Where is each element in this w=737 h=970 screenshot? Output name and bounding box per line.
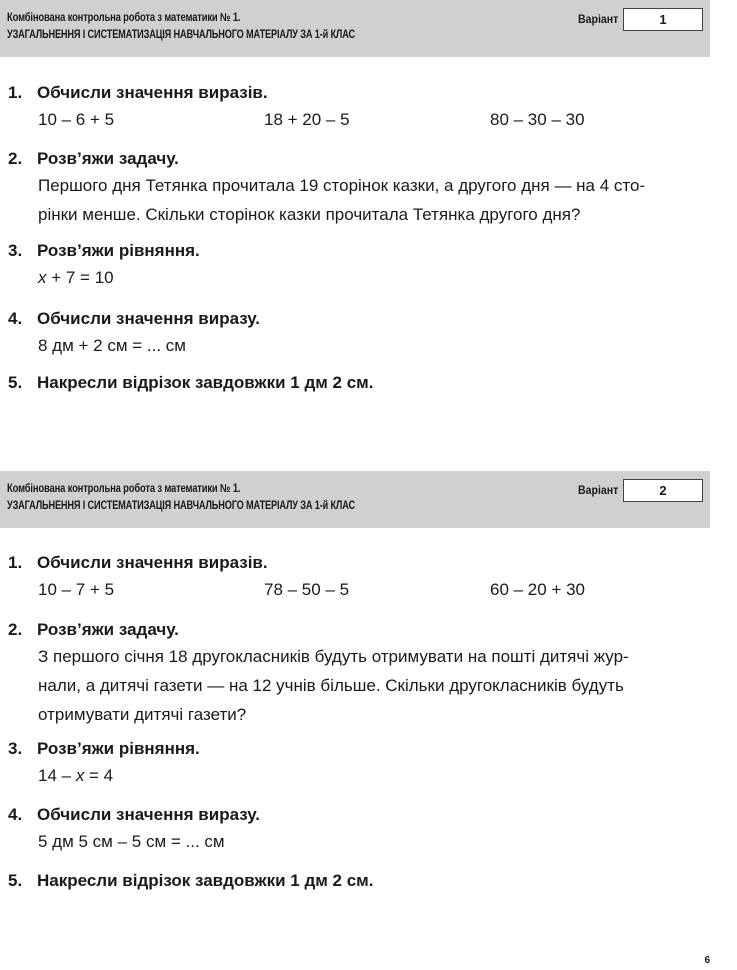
- question-5-title: 5. Накресли відрізок завдовжки 1 дм 2 см.: [8, 871, 374, 890]
- variant-label: Варіант: [578, 483, 619, 497]
- question-2-text: [38, 171, 710, 229]
- question-2-text: [38, 642, 710, 729]
- text-line: рінки менше. Скільки сторінок казки прочитала Тетянка другого дня?: [38, 205, 581, 224]
- question-2-title: 2. Розв’яжи задачу.: [8, 149, 179, 168]
- text-line: Першого дня Тетянка прочитала 19 сторінок казки, а другого дня — на 4 сто-: [38, 176, 646, 195]
- expression: 5 дм 5 см – 5 см = ... см: [38, 832, 225, 851]
- expression: 78 – 50 – 5: [264, 580, 350, 599]
- expression: 8 дм + 2 см = ... см: [38, 336, 186, 355]
- variant-2-header: [0, 471, 710, 528]
- variant-label: Варіант: [578, 12, 619, 26]
- text-line: нали, а дитячі газети — на 12 учнів більше. Скільки другокласників будуть: [38, 676, 624, 695]
- text-line: отримувати дитячі газети?: [38, 705, 247, 724]
- variant-number-box: 2: [623, 479, 703, 502]
- question-4-title: 4. Обчисли значення виразу.: [8, 805, 260, 824]
- expression: 60 – 20 + 30: [490, 580, 586, 599]
- expression: 18 + 20 – 5: [264, 110, 350, 129]
- header-title: Комбінована контрольна робота з математики № 1.: [7, 12, 241, 24]
- question-1-title: 1. Обчисли значення виразів.: [8, 553, 268, 572]
- variant-number-box: 1: [623, 8, 703, 31]
- text-line: З першого січня 18 другокласників будуть отримувати на пошті дитячі жур-: [38, 647, 629, 666]
- equation: x + 7 = 10: [38, 268, 114, 287]
- question-3-title: 3. Розв’яжи рівняння.: [8, 739, 200, 758]
- expression: 10 – 7 + 5: [38, 580, 115, 599]
- question-3-title: 3. Розв’яжи рівняння.: [8, 241, 200, 260]
- page-number: 6: [704, 955, 710, 966]
- question-4-title: 4. Обчисли значення виразу.: [8, 309, 260, 328]
- question-5-title: 5. Накресли відрізок завдовжки 1 дм 2 см.: [8, 373, 374, 392]
- header-subtitle: УЗАГАЛЬНЕННЯ І СИСТЕМАТИЗАЦІЯ НАВЧАЛЬНОГО МАТЕРІАЛУ ЗА 1-й КЛАС: [7, 500, 355, 512]
- equation: 14 – x = 4: [38, 766, 114, 785]
- header-subtitle: УЗАГАЛЬНЕННЯ І СИСТЕМАТИЗАЦІЯ НАВЧАЛЬНОГО МАТЕРІАЛУ ЗА 1-й КЛАС: [7, 29, 355, 41]
- variant-1-header: [0, 0, 710, 57]
- header-title: Комбінована контрольна робота з математики № 1.: [7, 483, 241, 495]
- expression: 80 – 30 – 30: [490, 110, 585, 129]
- expression: 10 – 6 + 5: [38, 110, 115, 129]
- question-2-title: 2. Розв’яжи задачу.: [8, 620, 179, 639]
- question-1-title: 1. Обчисли значення виразів.: [8, 83, 268, 102]
